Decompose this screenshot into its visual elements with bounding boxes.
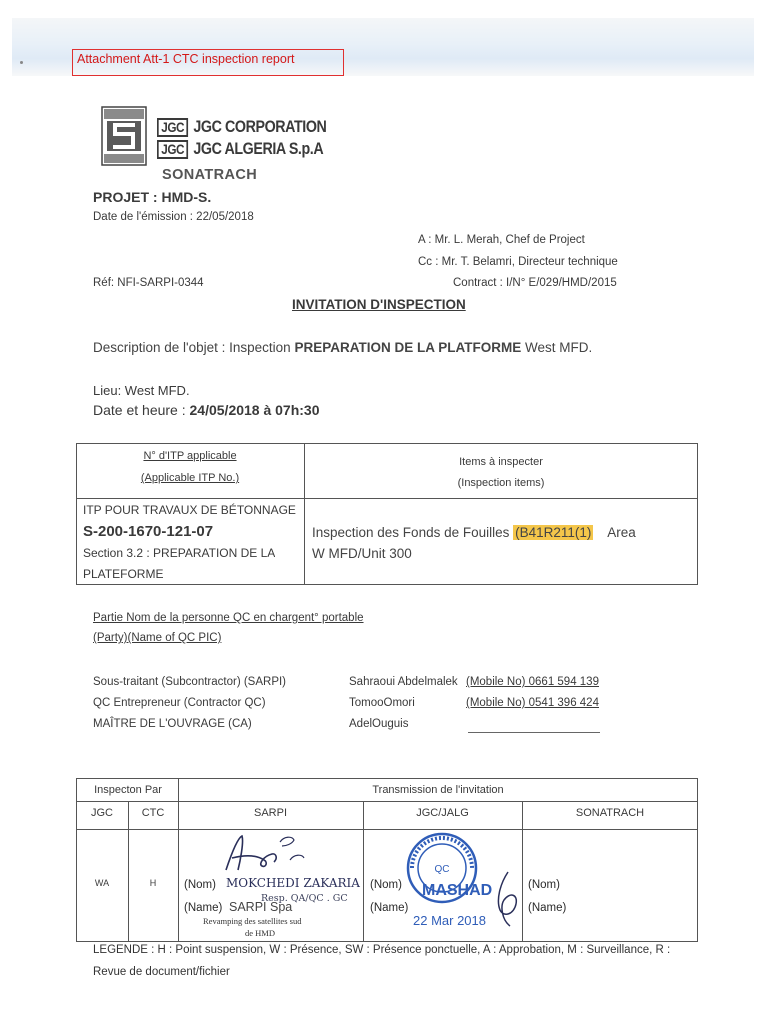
- items-col-header-fr: Items à inspecter: [459, 456, 543, 468]
- contact-party-3: MAÎTRE DE L'OUVRAGE (CA): [93, 718, 252, 730]
- itp-work-type: ITP POUR TRAVAUX DE BÉTONNAGE: [83, 503, 296, 517]
- sonatrach-name-label: (Name): [528, 902, 567, 914]
- col-jgc: JGC: [91, 807, 113, 819]
- attachment-label: Attachment Att-1 CTC inspection report: [72, 49, 344, 76]
- location: Lieu: West MFD.: [93, 383, 190, 398]
- transmission-header: Transmission de l'invitation: [372, 784, 504, 796]
- jgc-value: WA: [94, 878, 110, 888]
- sarpi-handwritten-name: MOKCHEDI ZAKARIA: [226, 876, 360, 890]
- jgc-name-label: (Name): [370, 902, 409, 914]
- itp-section: Section 3.2 : PREPARATION DE LA: [83, 546, 276, 558]
- sarpi-signature: [218, 832, 318, 874]
- scan-speck: [20, 61, 23, 64]
- itp-col-header-en: (Applicable ITP No.): [140, 472, 240, 484]
- contact-mobile-2: (Mobile No) 0541 396 424: [466, 697, 599, 709]
- contacts-header-en: (Party)(Name of QC PIC): [93, 632, 222, 644]
- itp-number: S-200-1670-121-07: [83, 523, 214, 540]
- sarpi-company-stamp: SARPI Spa: [229, 900, 293, 914]
- jgc-corporation-name: JGC JGC CORPORATION: [157, 117, 326, 137]
- itp-col-header-fr: N° d'ITP applicable: [143, 450, 237, 462]
- contact-party-2: QC Entrepreneur (Contractor QC): [93, 697, 266, 709]
- contact-name-1: Sahraoui Abdelmalek: [349, 676, 458, 688]
- contact-party-1: Sous-traitant (Subcontractor) (SARPI): [93, 676, 287, 688]
- reference: Réf: NFI-SARPI-0344: [93, 277, 204, 289]
- jgc-round-stamp: [400, 832, 493, 918]
- recipient-line: A : Mr. L. Merah, Chef de Project: [418, 234, 585, 246]
- legend-line-2: Revue de document/fichier: [93, 966, 230, 978]
- cc-line: Cc : Mr. T. Belamri, Directeur technique: [418, 256, 618, 268]
- inspection-item-cont: W MFD/Unit 300: [312, 546, 412, 558]
- jgc-signature: [490, 870, 526, 930]
- col-sonatrach: SONATRACH: [575, 807, 645, 819]
- jgc-stamp-date: 22 Mar 2018: [413, 913, 486, 928]
- ctc-value: H: [149, 878, 157, 888]
- inspection-par-header: Inspecton Par: [94, 784, 162, 796]
- sarpi-nom-label: (Nom): [184, 879, 216, 891]
- inspection-item: Inspection des Fonds de Fouilles (B41R211(1) Area: [312, 525, 636, 540]
- legend-line-1: LEGENDE : H : Point suspension, W : Présence, SW : Présence ponctuelle, A : Approbation, M : Surveillance, R :: [93, 944, 671, 956]
- contact-mobile-3-blank: [468, 732, 600, 733]
- signature-table: [76, 778, 698, 942]
- jgc-algeria-name: JGC JGC ALGERIA S.p.A: [157, 139, 323, 159]
- contacts-header-fr: Partie Nom de la personne QC en chargent° portable: [93, 612, 364, 624]
- object-description: Description de l'objet : Inspection PREPARATION DE LA PLATFORME West MFD.: [93, 340, 593, 355]
- document-title: INVITATION D'INSPECTION: [292, 297, 466, 312]
- sarpi-stamp-line2: de HMD: [245, 928, 275, 938]
- contact-mobile-1: (Mobile No) 0661 594 139: [466, 676, 599, 688]
- col-ctc: CTC: [141, 807, 165, 819]
- contact-name-2: TomooOmori: [349, 697, 415, 709]
- items-col-header-en: (Inspection items): [457, 477, 545, 489]
- jgc-stamp-center: QC: [434, 864, 450, 875]
- inspection-datetime: Date et heure : 24/05/2018 à 07h:30: [93, 402, 320, 418]
- sonatrach-nom-label: (Nom): [528, 879, 560, 891]
- col-jgc-jalg: JGC/JALG: [416, 807, 469, 819]
- issue-date: Date de l'émission : 22/05/2018: [93, 211, 254, 223]
- highlighted-reference: (B41R211(1): [515, 525, 592, 540]
- itp-section-cont: PLATEFORME: [83, 567, 164, 581]
- sarpi-stamp-line1: Revamping des satellites sud: [203, 916, 302, 926]
- client-name: SONATRACH: [162, 167, 258, 183]
- project-title: PROJET : HMD-S.: [93, 189, 212, 205]
- jgc-nom-label: (Nom): [370, 879, 402, 891]
- col-sarpi: SARPI: [253, 807, 287, 819]
- sarpi-role-stamp: Resp. QA/QC . GC: [261, 893, 348, 904]
- sarpi-name-label: (Name): [184, 902, 223, 914]
- jgc-stamp-name: MASHAD: [422, 882, 493, 899]
- contract-number: Contract : I/N° E/029/HMD/2015: [453, 277, 617, 289]
- contact-name-3: AdelOuguis: [349, 718, 409, 730]
- jgc-sonatrach-logo: [101, 106, 147, 166]
